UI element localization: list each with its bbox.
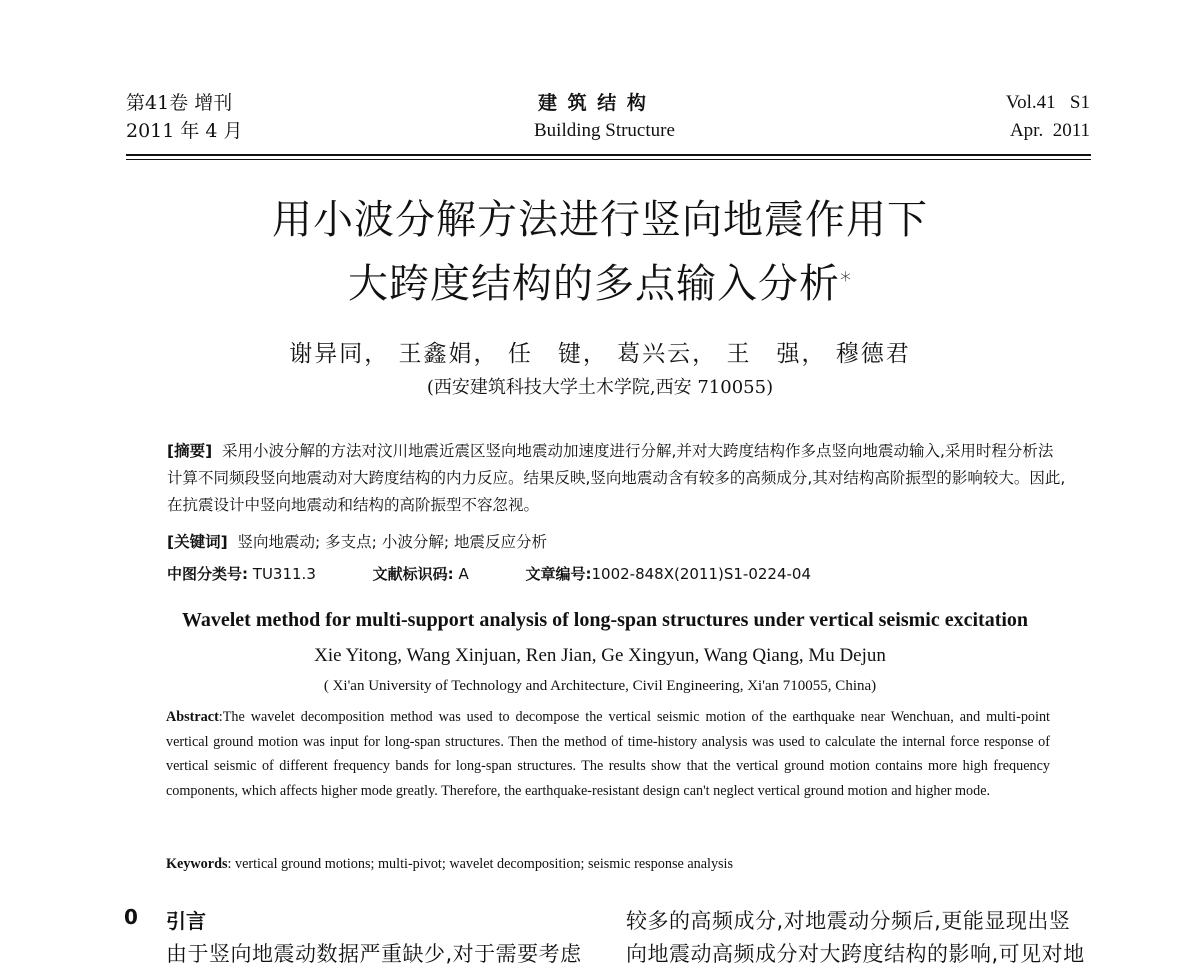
- header-rule-thin: [126, 159, 1091, 160]
- body-right-line2: 向地震动高频成分对大跨度结构的影响,可见对地: [626, 942, 1085, 966]
- journal-name-cn: 建 筑 结 构: [538, 92, 648, 114]
- journal-name-en: Building Structure: [534, 120, 675, 141]
- keywords-cn: [167, 529, 1067, 556]
- abstract-cn: [167, 438, 1067, 519]
- article-no-label: 文章编号:: [525, 565, 592, 583]
- paper-title-line1: 用小波分解方法进行竖向地震作用下: [272, 197, 928, 243]
- english-authors: Xie Yitong, Wang Xinjuan, Ren Jian, Ge Xingyun, Wang Qiang, Mu Dejun: [314, 645, 886, 666]
- journal-volume-cn: 第41卷 增刊: [126, 92, 233, 114]
- english-keywords-label: Keywords: [166, 856, 228, 872]
- doc-code-label: 文献标识码:: [372, 565, 454, 583]
- journal-date-cn: 2011 年 4 月: [126, 120, 243, 142]
- article-no-value: 1002-848X(2011)S1-0224-04: [591, 565, 812, 583]
- header-rule-thick: [126, 154, 1091, 156]
- authors-cn: 谢异同， 王鑫娟， 任 键， 葛兴云， 王 强， 穆德君: [289, 341, 911, 367]
- english-keywords-text: : vertical ground motions; multi-pivot; wavelet decomposition; seismic response analysis: [227, 856, 734, 872]
- section-title: 引言: [166, 909, 206, 933]
- journal-volume-en: Vol.41 S1: [1005, 92, 1090, 113]
- english-keywords: [166, 856, 733, 873]
- journal-date-en: Apr. 2011: [1009, 120, 1090, 141]
- affiliation-cn: (西安建筑科技大学土木学院,西安 710055): [426, 377, 774, 398]
- clc-label: 中图分类号:: [167, 565, 248, 583]
- paper-title-line2-text: 大跨度结构的多点输入分析: [348, 261, 840, 307]
- english-affiliation: ( Xi'an University of Technology and Architecture, Civil Engineering, Xi'an 710055, China): [323, 678, 877, 694]
- clc-value: TU311.3: [252, 565, 316, 583]
- abstract-cn-text: 采用小波分解的方法对汶川地震近震区竖向地震动加速度进行分解,并对大跨度结构作多点竖向地震动输入,采用时程分析法计算不同频段竖向地震动对大跨度结构的内力反应。结果反映,竖向地震动含有较多的高频成分,其对结构高阶振型的影响较大。因此,在抗震设计中竖向地震动和结构的高阶振型不容忽视。: [167, 442, 1066, 514]
- abstract-cn-label: [摘要]: [167, 442, 213, 460]
- doc-code-value: A: [458, 565, 469, 583]
- body-left-line: 由于竖向地震动数据严重缺少,对于需要考虑: [166, 942, 582, 966]
- english-abstract-label: Abstract: [166, 709, 219, 725]
- english-abstract: [166, 705, 1050, 803]
- section-number: 0: [124, 905, 138, 929]
- keywords-cn-text: 竖向地震动; 多支点; 小波分解; 地震反应分析: [237, 533, 547, 551]
- english-title: Wavelet method for multi-support analysis of long-span structures under vertical seismic excitation: [181, 609, 1029, 631]
- footnote-mark: *: [840, 269, 852, 294]
- classification-line: [167, 563, 863, 584]
- body-right-line1: 较多的高频成分,对地震动分频后,更能显现出竖: [626, 909, 1071, 933]
- keywords-cn-label: [关键词]: [167, 533, 228, 551]
- paper-title-line2: [0, 260, 1200, 308]
- english-abstract-text: :The wavelet decomposition method was used to decompose the vertical seismic motion of the earthquake near Wenchuan, and multi-point vertical ground motion was input for long-span structures. Then the method of time-history analysis was used to calculate the internal force response of vertical seismic of different frequency bands for long-span structures. The results show that the vertical ground motion contains more high frequency components, which affects higher mode greatly. Therefore, the earthquake-resistant design can't neglect vertical ground motion and higher mode.: [166, 709, 1050, 799]
